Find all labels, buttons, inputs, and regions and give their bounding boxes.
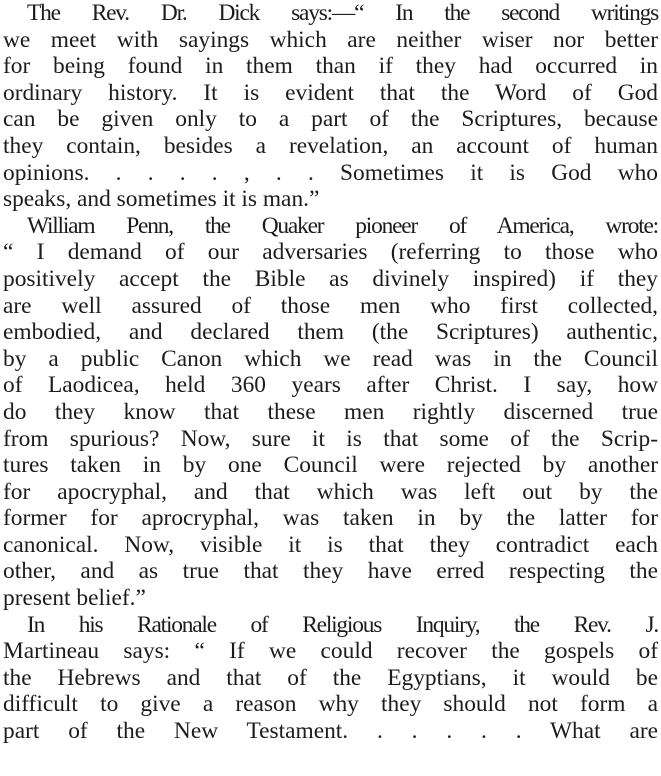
paragraph-penn bbox=[3, 213, 658, 612]
text-line: for apocryphal, and that which was left out by the bbox=[3, 478, 658, 505]
text-line: from spurious? Now, sure it is that some of the Scrip- bbox=[3, 425, 658, 452]
text-line: William Penn, the Quaker pioneer of America, wrote: bbox=[27, 212, 658, 239]
text-line: for being found in them than if they had occurred in bbox=[3, 53, 658, 80]
document-page bbox=[3, 0, 658, 745]
text-line: speaks, and sometimes it is man.” bbox=[3, 186, 320, 213]
text-line: we meet with sayings which are neither wiser nor better bbox=[3, 26, 658, 53]
text-line: positively accept the Bible as divinely inspired) if they bbox=[3, 265, 658, 292]
text-line: by a public Canon which we read was in the Council bbox=[3, 345, 658, 372]
text-line: can be given only to a part of the Scriptures, because bbox=[3, 106, 658, 133]
text-line: canonical. Now, visible it is that they contradict each bbox=[3, 531, 658, 558]
text-line: they contain, besides a revelation, an account of human bbox=[3, 132, 658, 159]
text-line: Martineau says: “ If we could recover the gospels of bbox=[3, 638, 658, 665]
text-line: difficult to give a reason why they should not form a bbox=[3, 691, 658, 718]
text-line: other, and as true that they have erred respecting the bbox=[3, 558, 658, 585]
text-line: In his Rationale of Religious Inquiry, the Rev. J. bbox=[27, 611, 658, 638]
text-line: “ I demand of our adversaries (referring to those who bbox=[3, 239, 658, 266]
text-line: present belief.” bbox=[3, 585, 146, 612]
paragraph-martineau bbox=[3, 612, 658, 745]
text-line: do they know that these men rightly discerned true bbox=[3, 398, 658, 425]
text-line: are well assured of those men who first collected, bbox=[3, 292, 658, 319]
text-line: opinions. . . . . , . . Sometimes it is God who bbox=[3, 159, 658, 186]
text-line: ordinary history. It is evident that the Word of God bbox=[3, 79, 658, 106]
text-line: tures taken in by one Council were rejected by another bbox=[3, 452, 658, 479]
text-line: the Hebrews and that of the Egyptians, it would be bbox=[3, 664, 658, 691]
text-line: part of the New Testament. . . . . . What are bbox=[3, 718, 658, 745]
text-line: The Rev. Dr. Dick says:—“ In the second writings bbox=[27, 0, 658, 26]
paragraph-dick bbox=[3, 0, 658, 213]
text-line: former for aprocryphal, was taken in by the latter for bbox=[3, 505, 658, 532]
text-line: embodied, and declared them (the Scriptures) authentic, bbox=[3, 319, 658, 346]
text-line: of Laodicea, held 360 years after Christ. I say, how bbox=[3, 372, 658, 399]
